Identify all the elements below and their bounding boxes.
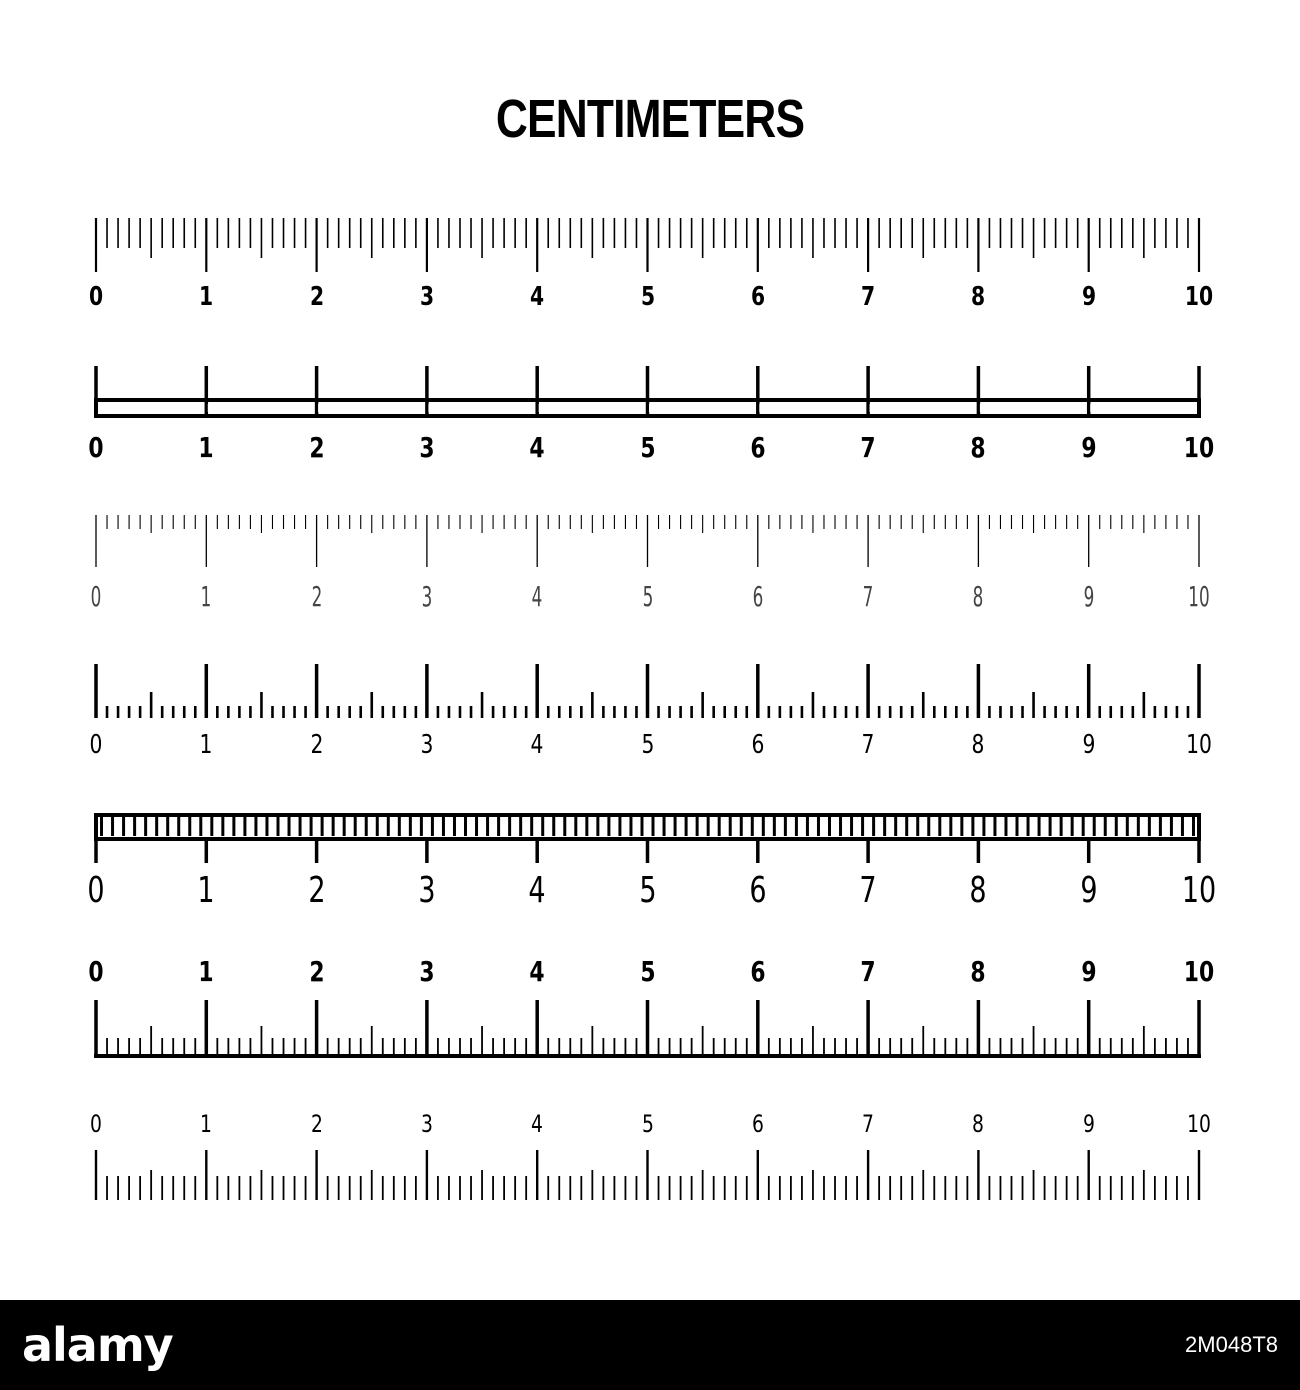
ruler-label: 2 [308, 870, 326, 911]
bar-cell [1057, 404, 1064, 412]
bar-cell [616, 404, 623, 412]
bar-cell [792, 404, 799, 412]
ruler-label: 10 [1184, 282, 1214, 312]
bar-cell [825, 404, 832, 412]
bar-cell [550, 404, 557, 412]
bar-cell [1046, 404, 1053, 412]
ruler-label: 1 [197, 870, 215, 911]
ruler-label: 1 [199, 730, 213, 760]
bar-cell [848, 404, 855, 412]
ruler-label: 7 [860, 431, 876, 464]
ruler-label: 0 [88, 431, 104, 464]
bar-cell [285, 404, 292, 412]
ruler-label: 3 [419, 955, 435, 988]
bar-cell [1090, 404, 1097, 412]
bar-cell [142, 404, 149, 412]
ruler-label: 8 [970, 955, 986, 988]
bar-cell [439, 404, 446, 412]
bar-cell [120, 404, 127, 412]
ruler-4 [0, 664, 1300, 774]
ruler-label: 6 [751, 730, 765, 760]
ruler-label: 5 [639, 955, 656, 988]
ruler-label: 0 [90, 1110, 102, 1138]
ruler-label: 8 [969, 870, 987, 911]
bar-cell [936, 404, 943, 412]
bar-cell [671, 404, 678, 412]
ruler-label: 9 [1081, 955, 1097, 988]
bar-cell [870, 404, 877, 412]
bar-cell [296, 404, 303, 412]
bar-cell [153, 404, 160, 412]
bar-cell [428, 404, 435, 412]
bar-cell [925, 404, 932, 412]
bar-cell [351, 404, 358, 412]
ruler-label: 6 [752, 580, 764, 613]
ruler-label: 1 [198, 955, 214, 988]
bar-cell [627, 404, 634, 412]
bar-cell [186, 404, 193, 412]
bar-cell [208, 404, 215, 412]
ruler-label: 5 [638, 870, 657, 911]
bar-cell [693, 404, 700, 412]
bar-cell [980, 404, 987, 412]
bar-cell [1068, 404, 1075, 412]
bar-cell [1112, 404, 1119, 412]
ruler-label: 9 [1083, 580, 1095, 613]
ruler-label: 2 [311, 580, 322, 613]
bar-cell [914, 404, 921, 412]
ruler-label: 4 [530, 730, 544, 760]
bar-cell [1035, 404, 1042, 412]
bar-cell [340, 404, 347, 412]
footer-image-id: 2M048T8 [1185, 1332, 1278, 1357]
ruler-label: 6 [749, 870, 767, 911]
bar-cell [318, 404, 325, 412]
bar-cell [1123, 404, 1130, 412]
ruler-label: 4 [529, 431, 545, 464]
ruler-label: 6 [750, 955, 766, 988]
bar-cell [770, 404, 777, 412]
bar-cell [384, 404, 391, 412]
bar-cell [814, 404, 821, 412]
bar-cell [395, 404, 402, 412]
bar-cell [528, 404, 535, 412]
ruler-label: 9 [1080, 870, 1098, 911]
ruler-label: 1 [200, 580, 212, 613]
bar-cell [109, 404, 116, 412]
bar-cell [781, 404, 788, 412]
bar-cell [406, 404, 413, 412]
bar-cell [682, 404, 689, 412]
ruler-label: 10 [1188, 580, 1210, 613]
bar-cell [484, 404, 491, 412]
bar-cell [715, 404, 722, 412]
bar-cell [605, 404, 612, 412]
bar-cell [881, 404, 888, 412]
bar-cell [495, 404, 502, 412]
bar-cell [583, 404, 590, 412]
bar-cell [991, 404, 998, 412]
ruler-label: 2 [309, 282, 324, 312]
ruler-label: 2 [308, 955, 325, 988]
bar-cell [417, 404, 424, 412]
ruler-label: 8 [971, 730, 985, 760]
ruler-label: 9 [1082, 730, 1096, 760]
ruler-2 [0, 362, 1300, 472]
bar-cell [263, 404, 270, 412]
ruler-label: 10 [1183, 431, 1215, 464]
bar-cell [461, 404, 468, 412]
ruler-label: 2 [310, 730, 324, 760]
bar-cell [307, 404, 314, 412]
bar-cell [274, 404, 281, 412]
ruler-label: 5 [641, 730, 654, 760]
bar-cell [329, 404, 336, 412]
bar-cell [969, 404, 976, 412]
ruler-label: 8 [973, 580, 984, 613]
ruler-label: 3 [418, 870, 436, 911]
ruler-label: 2 [308, 431, 325, 464]
ruler-3 [0, 515, 1300, 625]
bar-cell [837, 404, 844, 412]
ruler-label: 10 [1183, 955, 1215, 988]
ruler-label: 1 [198, 431, 214, 464]
bar-cell [1002, 404, 1009, 412]
ruler-5 [0, 813, 1300, 923]
ruler-label: 9 [1082, 1110, 1095, 1138]
bar-cell [892, 404, 899, 412]
bar-cell [219, 404, 226, 412]
ruler-label: 6 [751, 1110, 764, 1138]
bar-cell [1024, 404, 1031, 412]
bar-cell [164, 404, 171, 412]
bar-cell [1134, 404, 1141, 412]
ruler-label: 7 [862, 1110, 875, 1138]
bar-cell [373, 404, 380, 412]
bar-cell [1167, 404, 1174, 412]
bar-cell [241, 404, 248, 412]
ruler-label: 1 [199, 282, 214, 312]
ruler-1 [0, 218, 1300, 328]
bar-cell [98, 404, 105, 412]
ruler-label: 9 [1081, 282, 1096, 312]
ruler-label: 7 [861, 282, 876, 312]
ruler-label: 4 [530, 282, 545, 312]
bar-cell [1101, 404, 1108, 412]
ruler-label: 6 [750, 282, 765, 312]
ruler-label: 10 [1181, 870, 1217, 911]
ruler-6 [0, 955, 1300, 1068]
bar-cell [230, 404, 237, 412]
ruler-label: 4 [531, 580, 543, 613]
bar-cell [539, 404, 546, 412]
bar-cell [517, 404, 524, 412]
ruler-label: 2 [310, 1110, 323, 1138]
ruler-label: 7 [859, 870, 877, 911]
bar-cell [362, 404, 369, 412]
ruler-label: 3 [420, 1110, 433, 1138]
bar-cell [197, 404, 204, 412]
bar-cell [748, 404, 755, 412]
bar-cell [803, 404, 810, 412]
ruler-label: 5 [641, 1110, 654, 1138]
bar-cell [859, 404, 866, 412]
ruler-label: 5 [639, 431, 656, 464]
ruler-label: 0 [87, 870, 105, 911]
ruler-label: 3 [420, 730, 434, 760]
ruler-label: 8 [971, 282, 986, 312]
bar-cell [1189, 404, 1196, 412]
ruler-label: 5 [642, 580, 653, 613]
bar-cell [506, 404, 513, 412]
bar-cell [1156, 404, 1163, 412]
ruler-label: 7 [860, 955, 876, 988]
ruler-7 [0, 1112, 1300, 1222]
ruler-label: 3 [419, 282, 434, 312]
ruler-label: 7 [862, 580, 874, 613]
bar-cell [252, 404, 259, 412]
bar-cell [450, 404, 457, 412]
bar-cell [561, 404, 568, 412]
ruler-label: 4 [531, 1110, 544, 1138]
bar-cell [638, 404, 645, 412]
bar-cell [903, 404, 910, 412]
ruler-label: 5 [640, 282, 655, 312]
ruler-label: 3 [421, 580, 433, 613]
ruler-label: 10 [1187, 1110, 1211, 1138]
ruler-label: 0 [88, 282, 104, 312]
bar-cell [1013, 404, 1020, 412]
bar-cell [131, 404, 138, 412]
ruler-label: 4 [528, 870, 546, 911]
bar-cell [1145, 404, 1152, 412]
bar-cell [473, 404, 480, 412]
bar-cell [649, 404, 656, 412]
footer-bar [0, 1300, 1300, 1390]
bar-cell [947, 404, 954, 412]
ruler-label: 10 [1186, 730, 1212, 760]
bar-cell [726, 404, 733, 412]
page-title: CENTIMETERS [495, 89, 805, 149]
ruler-label: 1 [200, 1110, 213, 1138]
bar-cell [594, 404, 601, 412]
bar-cell [737, 404, 744, 412]
bar-cell [572, 404, 579, 412]
bar-cell [704, 404, 711, 412]
footer-logo: alamy [22, 1318, 173, 1372]
ruler-label: 3 [419, 431, 435, 464]
ruler-label: 0 [90, 580, 102, 613]
bar-cell [1079, 404, 1086, 412]
ruler-label: 8 [970, 431, 986, 464]
ruler-label: 6 [750, 431, 766, 464]
bar-cell [175, 404, 182, 412]
ruler-label: 0 [89, 730, 103, 760]
ruler-label: 0 [88, 955, 104, 988]
ruler-label: 8 [972, 1110, 985, 1138]
ruler-bar-outline [96, 815, 1199, 839]
ruler-label: 9 [1081, 431, 1097, 464]
ruler-label: 7 [861, 730, 875, 760]
bar-cell [660, 404, 667, 412]
bar-cell [1178, 404, 1185, 412]
bar-cell [958, 404, 965, 412]
ruler-label: 4 [529, 955, 545, 988]
bar-cell [759, 404, 766, 412]
